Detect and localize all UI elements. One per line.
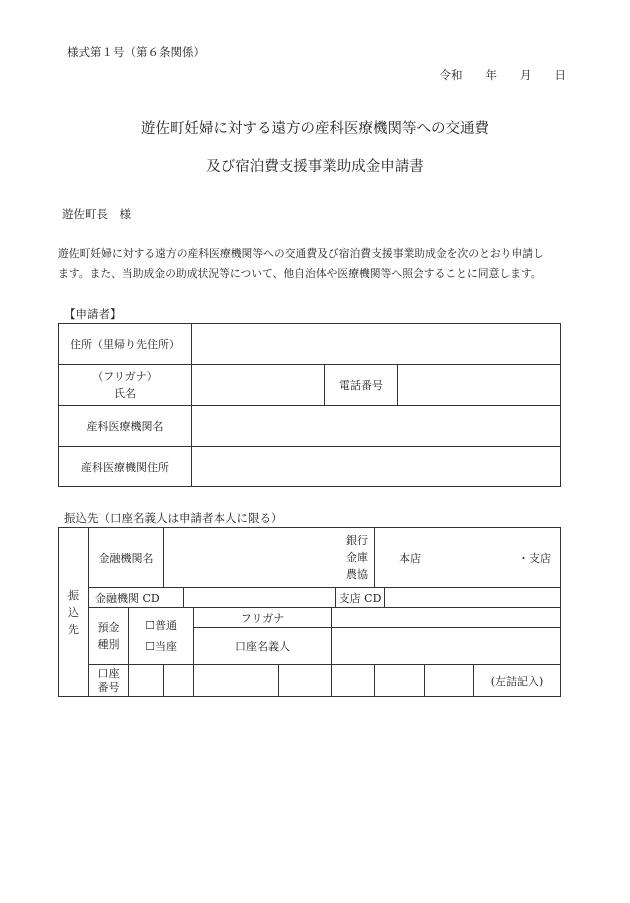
deposit-label-2: 種別	[97, 638, 120, 651]
deposit-current-checkbox[interactable]: ☐当座	[145, 640, 177, 653]
side-char-2: 込	[68, 605, 79, 619]
branch-field[interactable]	[375, 528, 561, 588]
applicant-section-label: 【申請者】	[64, 307, 122, 321]
account-label-cell	[89, 665, 129, 697]
transfer-side-label	[59, 528, 89, 697]
transfer-section-label: 振込先（口座名義人は申請者本人に限る）	[64, 511, 283, 525]
applicant-table	[58, 323, 561, 487]
address-label: 住所（里帰り先住所）	[59, 324, 192, 365]
hospital-name-label: 産科医療機関名	[59, 406, 192, 447]
date-line: 令和 年 月 日	[439, 68, 566, 82]
bank-type-bank: 銀行	[346, 534, 369, 547]
bank-type-shinkin: 金庫	[346, 551, 369, 564]
holder-furigana-label: フリガナ	[194, 608, 332, 628]
side-char-3: 先	[68, 622, 79, 636]
branch-label: ・支店	[518, 551, 552, 565]
account-label-2: 番号	[97, 680, 120, 694]
deposit-options-cell	[129, 608, 194, 665]
head-office-label: 本店	[399, 551, 422, 565]
hospital-address-field[interactable]	[192, 447, 561, 487]
title-line-2: 及び宿泊費支援事業助成金申請書	[206, 159, 424, 175]
bank-type-ja: 農協	[346, 568, 369, 581]
branch-cd-field[interactable]	[385, 588, 561, 608]
account-digit-2[interactable]	[164, 665, 194, 697]
name-label-cell	[59, 365, 192, 406]
holder-label: 口座名義人	[194, 628, 332, 665]
statement-line-1: 遊佐町妊婦に対する遠方の産科医療機関等への交通費及び宿泊費支援事業助成金を次のとおり申請し	[58, 247, 544, 260]
bank-name-field[interactable]	[164, 528, 375, 588]
account-digit-4[interactable]	[279, 665, 332, 697]
bank-cd-label: 金融機関 CD	[89, 588, 184, 608]
name-label: 氏名	[114, 387, 136, 400]
account-digit-5[interactable]	[332, 665, 375, 697]
bank-cd-field[interactable]	[184, 588, 336, 608]
address-field[interactable]	[192, 324, 561, 365]
holder-field[interactable]	[332, 628, 561, 665]
holder-furigana-field[interactable]	[332, 608, 561, 628]
transfer-table	[58, 527, 561, 697]
title-line-1: 遊佐町妊婦に対する遠方の産科医療機関等への交通費	[141, 121, 489, 137]
bank-types	[346, 532, 368, 583]
phone-label: 電話番号	[325, 365, 398, 406]
deposit-label-cell	[89, 608, 129, 665]
deposit-ordinary-checkbox[interactable]: ☐普通	[145, 619, 177, 632]
name-field[interactable]	[192, 365, 325, 406]
branch-cd-label: 支店 CD	[336, 588, 385, 608]
addressee: 遊佐町長 様	[62, 207, 131, 221]
phone-field[interactable]	[398, 365, 561, 406]
deposit-label-1: 預金	[97, 621, 120, 634]
left-fill-note: (左詰記入)	[474, 665, 561, 697]
bank-name-label: 金融機関名	[89, 528, 164, 588]
account-digit-3[interactable]	[194, 665, 279, 697]
statement-line-2: ます。また、当助成金の助成状況等について、他自治体や医療機関等へ照会することに同意します。	[58, 267, 542, 280]
form-number: 様式第１号（第６条関係）	[67, 45, 205, 59]
account-label-1: 口座	[97, 666, 120, 680]
furigana-label: （フリガナ）	[92, 370, 158, 383]
side-char-1: 振	[68, 588, 79, 602]
account-digit-7[interactable]	[425, 665, 474, 697]
statement	[58, 244, 578, 284]
account-digit-6[interactable]	[375, 665, 425, 697]
account-digit-1[interactable]	[129, 665, 164, 697]
hospital-name-field[interactable]	[192, 406, 561, 447]
hospital-address-label: 産科医療機関住所	[59, 447, 192, 487]
